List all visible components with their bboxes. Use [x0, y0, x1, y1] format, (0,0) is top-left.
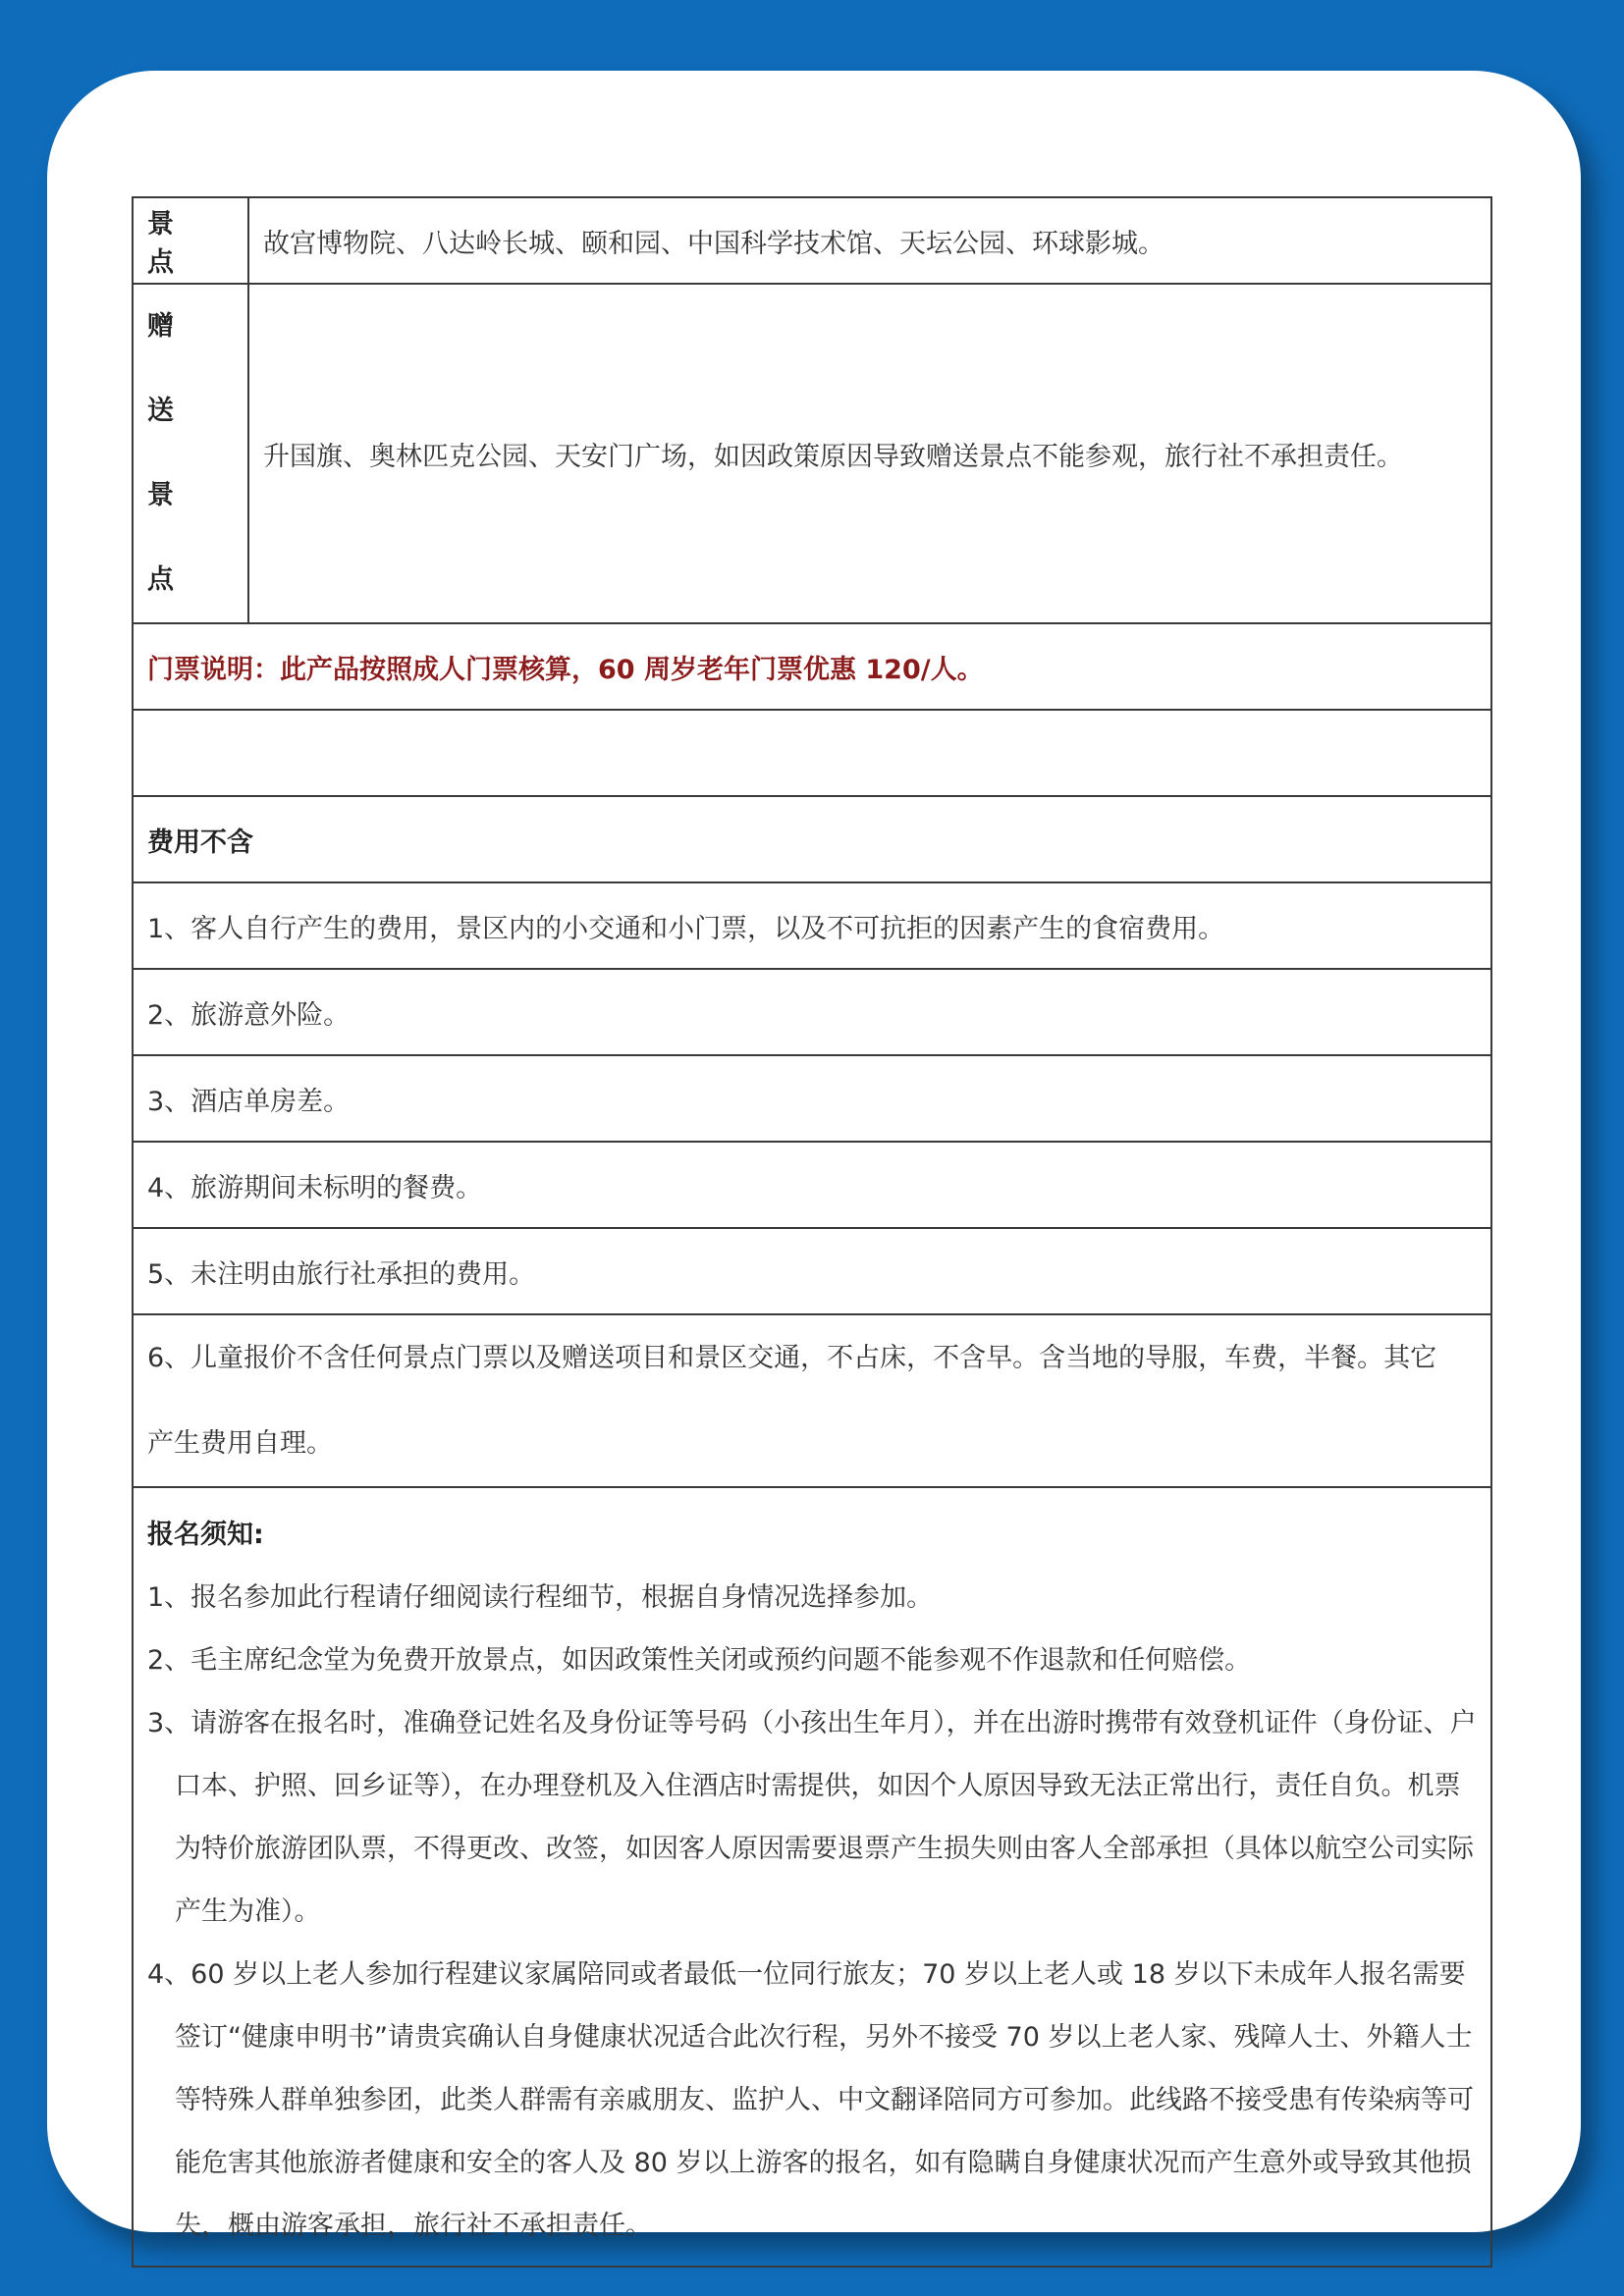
signup-notes-row — [133, 1487, 1491, 2267]
excluded-item-row — [133, 1314, 1491, 1487]
excluded-item-6 — [133, 1314, 1491, 1487]
excluded-item-row — [133, 1055, 1491, 1142]
excluded-item-row — [133, 1142, 1491, 1228]
signup-title: 报名须知: — [147, 1520, 264, 1550]
excluded-item-row — [133, 969, 1491, 1055]
bonus-label-line2: 景 点 — [147, 480, 186, 595]
excluded-title: 费用不含 — [133, 796, 1491, 882]
signup-item-3: 3、请游客在报名时，准确登记姓名及身份证等号码（小孩出生年月），并在出游时携带有效登机证件（身份证、户口本、护照、回乡证等），在办理登机及入住酒店时需提供，如因个人原因导致无法正常出行，责任自负。机票为特价旅游团队票，不得更改、改签，如因客人原因需要退票产生损失则由客人全部承担（具体以航空公司实际产生为准）。 — [147, 1708, 1477, 1927]
signup-notes — [133, 1487, 1491, 2267]
attractions-label: 景 点 — [133, 197, 248, 284]
attractions-value: 故宫博物院、八达岭长城、颐和园、中国科学技术馆、天坛公园、环球影城。 — [248, 197, 1491, 284]
empty-cell — [133, 710, 1491, 796]
excluded-item-row — [133, 1228, 1491, 1314]
bonus-attractions-label — [133, 284, 248, 623]
ticket-note-row — [133, 623, 1491, 710]
attractions-row — [133, 197, 1491, 284]
signup-item-1: 1、报名参加此行程请仔细阅读行程细节，根据自身情况选择参加。 — [147, 1582, 934, 1613]
signup-item-4: 4、60 岁以上老人参加行程建议家属陪同或者最低一位同行旅友；70 岁以上老人或 18 岁以下未成年人报名需要签订“健康申明书”请贵宾确认自身健康状况适合此次行程，另外不接受 70 岁以上老人家、残障人士、外籍人士等特殊人群单独参团，此类人群需有亲戚朋友、监护人、中文翻译陪同方可参加。此线路不接受患有传染病等可能危害其他旅游者健康和安全的客人及 80 岁以上游客的报名，如有隐瞒自身健康状况而产生意外或导致其他损失，概由游客承担，旅行社不承担责任。 — [147, 1959, 1474, 2241]
bonus-attractions-row — [133, 284, 1491, 623]
excluded-item-row — [133, 882, 1491, 969]
excluded-item-6-line1: 6、儿童报价不含任何景点门票以及赠送项目和景区交通，不占床，不含早。含当地的导服，车费，半餐。其它 — [147, 1343, 1437, 1373]
itinerary-table — [132, 196, 1492, 2268]
empty-row — [133, 710, 1491, 796]
excluded-item-5: 5、未注明由旅行社承担的费用。 — [133, 1228, 1491, 1314]
excluded-item-6-line2: 产生费用自理。 — [147, 1428, 333, 1459]
excluded-item-3: 3、酒店单房差。 — [133, 1055, 1491, 1142]
excluded-title-row — [133, 796, 1491, 882]
bonus-label-line1: 赠 送 — [147, 311, 186, 426]
signup-item-2: 2、毛主席纪念堂为免费开放景点，如因政策性关闭或预约问题不能参观不作退款和任何赔偿。 — [147, 1645, 1252, 1676]
excluded-item-2: 2、旅游意外险。 — [133, 969, 1491, 1055]
bonus-attractions-value: 升国旗、奥林匹克公园、天安门广场，如因政策原因导致赠送景点不能参观，旅行社不承担责任。 — [248, 284, 1491, 623]
excluded-item-1: 1、客人自行产生的费用，景区内的小交通和小门票，以及不可抗拒的因素产生的食宿费用。 — [133, 882, 1491, 969]
excluded-item-4: 4、旅游期间未标明的餐费。 — [133, 1142, 1491, 1228]
ticket-note: 门票说明：此产品按照成人门票核算，60 周岁老年门票优惠 120/人。 — [133, 623, 1491, 710]
